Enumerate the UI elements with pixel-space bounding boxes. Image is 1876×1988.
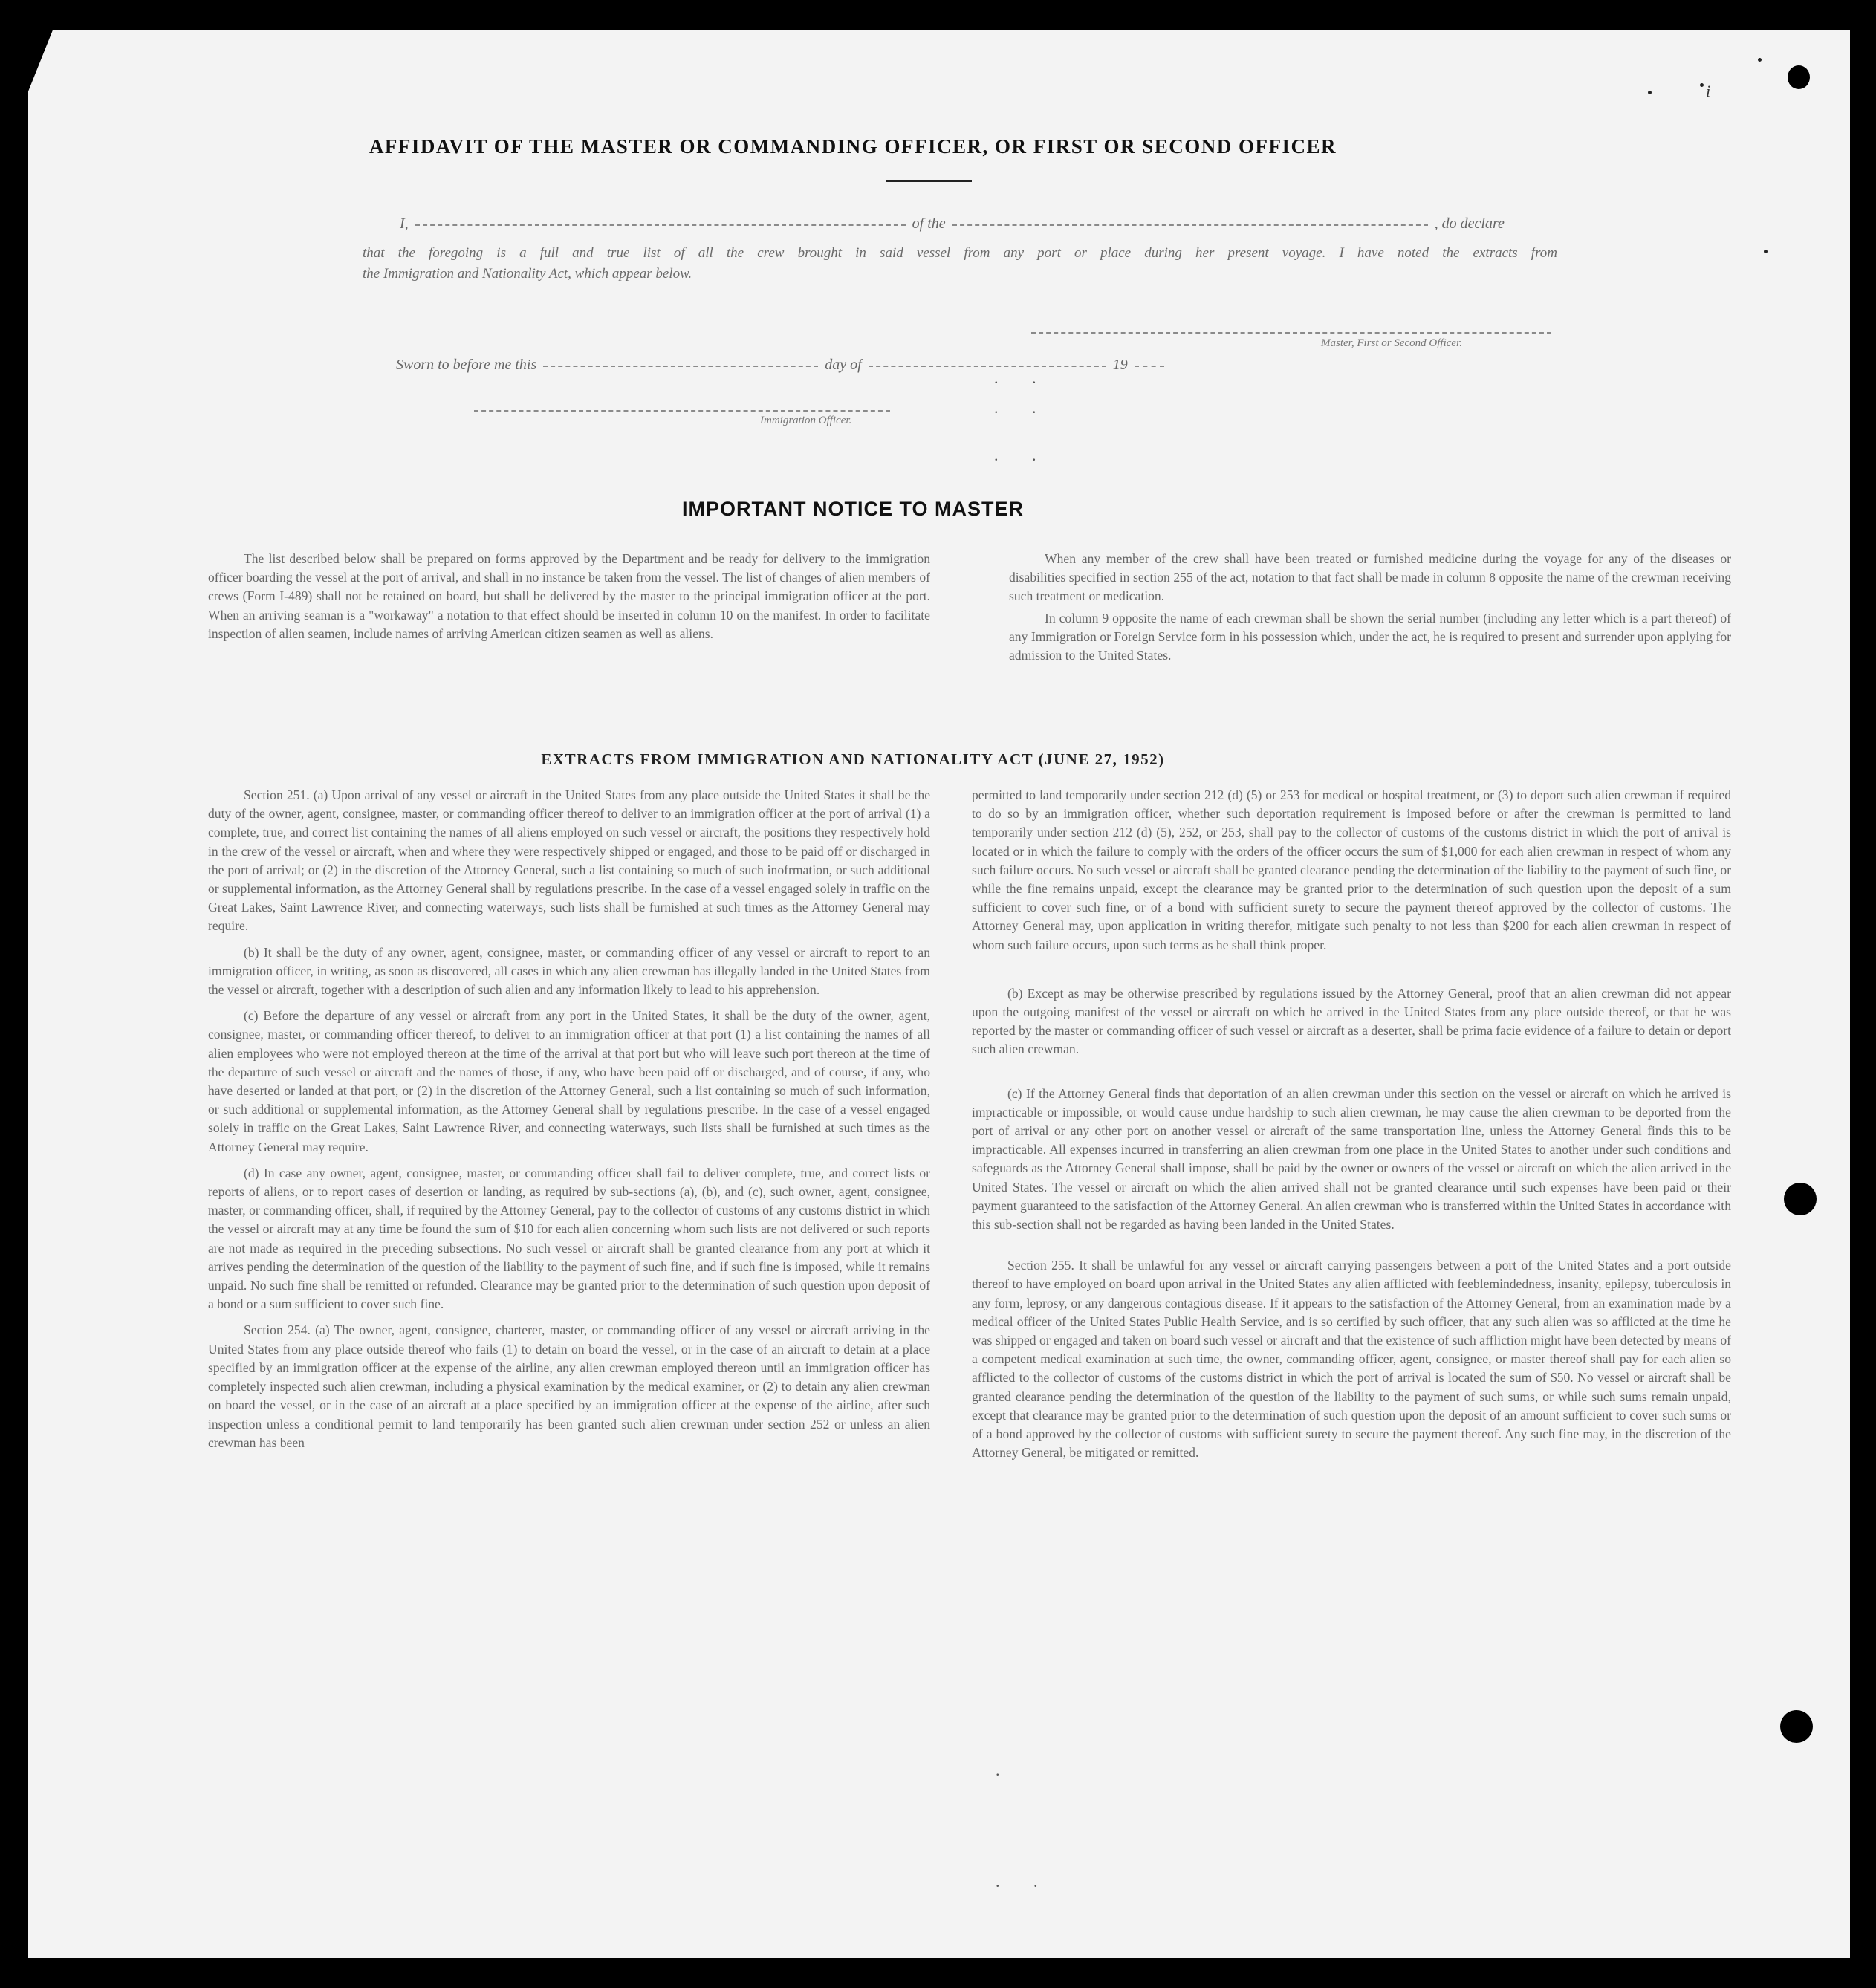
dots: . . xyxy=(994,368,1051,387)
notice-left-column xyxy=(208,550,930,735)
vessel-field[interactable] xyxy=(952,223,1428,226)
document-page xyxy=(28,30,1850,1958)
declarant-line xyxy=(400,215,1505,233)
declaration-text: that the foregoing is a full and true list of all the crew brought in said vessel from any port or place during her present voyage. I have noted the extracts from xyxy=(363,245,1557,261)
dots: . . xyxy=(994,398,1051,417)
dots: . . xyxy=(996,1872,1053,1891)
of-the-label: of the xyxy=(912,215,946,232)
notice-paragraph: In column 9 opposite the name of each crewman shall be shown the serial number (including any letter which is a part thereof) of any Immigration or Foreign Service form in his possession which, under the act, he is required to present and surrender upon applying for admission to the United States. xyxy=(1009,610,1731,663)
day-of-label: day of xyxy=(825,357,862,373)
notice-paragraph: When any member of the crew shall have been treated or furnished medicine during the voyage for any of the diseases or disabilities specified in section 255 of the act, notation to that fact shall be made in column 8 opposite the name of the crewman receiving such treatment or medication. xyxy=(1009,551,1731,604)
punch-hole xyxy=(1780,1710,1813,1743)
extract-paragraph: Section 254. (a) The owner, agent, consignee, charterer, master, or commanding officer of any vessel or aircraft arriving in the United States from any place outside thereof who fails (1) to detain on board the vessel, or in the case of an aircraft to detain at a place specified by an immigration officer at the expense of the airline, any alien crewman employed thereon until an immigration officer has completely inspected such alien crewman, including a physical examination by the medical examiner, or (2) to detain any alien crewman on board the vessel, or in the case of an aircraft at a place specified by an immigration officer at the expense of the airline, after such inspection unless a conditional permit to land temporarily has been granted such alien crewman under section 252 or unless an alien crewman has been xyxy=(208,1322,930,1450)
page-mark: i xyxy=(1706,82,1711,100)
i-label: I, xyxy=(400,215,409,232)
dots: . . xyxy=(994,446,1051,464)
notice-title: IMPORTANT NOTICE TO MASTER xyxy=(682,498,1024,520)
notice-paragraph: The list described below shall be prepared on forms approved by the Department and be ready for delivery to the immigration officer boarding the vessel at the port of arrival, and shall in no instance be taken from the vessel. The list of changes of alien members of crews (Form I-489) shall not be retained on board, but shall be delivered by the master to the principal immigration officer at the port. When an arriving seaman is a "workaway" a notation to that effect should be inserted in column 10 on the manifest. In order to facilitate inspection of alien seamen, include names of arriving American citizen seamen as well as aliens. xyxy=(208,551,930,641)
sworn-label: Sworn to before me this xyxy=(396,357,537,373)
extract-paragraph: (c) If the Attorney General finds that deportation of an alien crewman under this section on the vessel or aircraft on which he arrived is impracticable or impossible, or would cause undue hardship to such alien crewman, he may cause the alien crewman to be deported from the port of arrival or any other port on another vessel or aircraft of the same transportation line, unless the Attorney General finds this to be impracticable. All expenses incurred in transferring an alien crewman from one place in the United States to another under such conditions and safeguards as the Attorney General shall impose, shall be paid by the owner or owners of the vessel or aircraft on which the alien arrived in the United States. The vessel or aircraft on which the alien arrived shall not be granted clearance until such expenses have been paid or their payment guaranteed to the satisfaction of the Attorney General. An alien crewman who is transferred within the United States in accordance with this sub-section shall not be regarded as having been landed in the United States. xyxy=(972,1085,1731,1232)
notice-right-column xyxy=(1009,550,1731,735)
sworn-line xyxy=(396,357,1167,374)
extract-paragraph: (b) Except as may be otherwise prescribed by regulations issued by the Attorney General, proof that an alien crewman did not appear upon the outgoing manifest of the vessel or aircraft on which he arrived in the United States from any place outside thereof, or that he was reported by the master or commanding officer of such vessel or aircraft as a deserter, shall be prima facie evidence of a failure to detain or deport such alien crewman. xyxy=(972,985,1731,1057)
immigration-officer-caption: Immigration Officer. xyxy=(760,415,852,426)
speck xyxy=(1648,91,1652,94)
extract-paragraph: Section 255. It shall be unlawful for any vessel or aircraft carrying passengers between a port of the United States and a port outside thereof to have employed on board upon arrival in the United States any alien afflicted with feeblemindedness, insanity, epilepsy, tuberculosis in any form, leprosy, or any dangerous contagious disease. If it appears to the satisfaction of the Attorney General, from an examination made by a medical officer of the United States Public Health Service, and is so certified by such officer, that any such alien was so afflicted at the time he was shipped or engaged and taken on board such vessel or aircraft and that the existence of such affliction might have been detected by means of a competent medical examination at such time, the owner, commanding officer, agent, consignee, or master thereof shall pay for each alien so afflicted to the collector of customs of the customs district in which the port of arrival is located the sum of $50. No vessel or aircraft shall be granted clearance pending the determination of the question of the liability to the payment of such sums, or while such sums remain unpaid, except that clearance may be granted prior to the determination of such question upon the deposit of an amount sufficient to cover such sums or of a bond approved by the collector of customs with sufficient surety to secure the payment thereof. Any such fine may, in the discretion of the Attorney General, be mitigated or remitted. xyxy=(972,1258,1731,1461)
extract-paragraph: (b) It shall be the duty of any owner, agent, consignee, master, or commanding officer of any vessel or aircraft to report to an immigration officer, in writing, as soon as discovered, all cases in which any alien crewman has illegally landed in the United States from the vessel or aircraft, together with a description of such alien and any information likely to lead to his apprehension. xyxy=(208,944,930,998)
sworn-month-field[interactable] xyxy=(869,364,1106,367)
declaration-text-continued: the Immigration and Nationality Act, which appear below. xyxy=(363,266,692,282)
extract-paragraph: (c) Before the departure of any vessel or aircraft from any port in the United States, it shall be the duty of the owner, agent, consignee, master, or commanding officer thereof, to deliver to an immigration officer at that port (1) a list containing the names of all alien employees who were not employed thereon at the time of the arrival at that port but who will leave such port thereon at the time of the departure of such vessel or aircraft and the names of those, if any, who have been paid off or discharged, and of course, if any, who have deserted or landed at that port, or (2) in the discretion of the Attorney General, such a list containing so much of such information, or such additional or supplemental information, as the Attorney General shall by regulations prescribe. In the case of a vessel engaged solely in traffic on the Great Lakes, Saint Lawrence River, and connecting waterways, such lists shall be furnished at such times as the Attorney General may require. xyxy=(208,1008,930,1154)
extracts-right-column xyxy=(972,786,1731,1744)
sworn-year-field[interactable] xyxy=(1135,364,1164,367)
master-signature-field[interactable] xyxy=(1031,331,1551,334)
title-rule xyxy=(886,180,972,182)
extracts-title: EXTRACTS FROM IMMIGRATION AND NATIONALITY ACT (JUNE 27, 1952) xyxy=(541,750,1165,768)
corner-cut xyxy=(28,30,53,95)
immigration-officer-signature-field[interactable] xyxy=(474,409,890,412)
extract-paragraph: permitted to land temporarily under section 212 (d) (5) or 253 for medical or hospital treatment, or (3) to deport such alien crewman if required to do so by an immigration officer, whether such deportation requirement is imposed before or after the crewman is permitted to land temporarily under section 212 (d) (5), 252, or 253, shall pay to the collector of customs of the customs district in which the port of arrival is located or in which the failure to comply with the orders of the officer occurs the sum of $1,000 for each alien crewman in respect of whom any such failure occurs. No such vessel or aircraft shall be granted clearance pending the determination of the liability to the payment of such fine, or while the fine remains unpaid, except the clearance may be granted prior to the determination of such question upon the deposit of a sum sufficient to cover such fine, or of a bond with sufficient surety to secure the payment thereof approved by the collector of customs. The Attorney General may, upon application in writing therefor, mitigate such penalty to not less than $200 for each alien crewman in respect of whom such failure occurs, upon such terms as he shall think proper. xyxy=(972,787,1731,952)
do-declare-label: , do declare xyxy=(1434,215,1505,232)
sworn-day-field[interactable] xyxy=(543,364,818,367)
punch-hole xyxy=(1784,1183,1817,1215)
extracts-left-column xyxy=(208,786,930,1744)
speck xyxy=(1764,250,1768,253)
name-field[interactable] xyxy=(415,223,906,226)
extract-paragraph: (d) In case any owner, agent, consignee, master, or commanding officer shall fail to deliver complete, true, and correct lists or reports of aliens, or to report cases of desertion or landing, as required by sub-sections (a), (b), and (c), such owner, agent, consignee, master, or commanding officer, shall, if required by the Attorney General, pay to the collector of customs of any customs district in which the vessel or aircraft may at any time be found the sum of $10 for each alien concerning whom such lists are not delivered or such reports are not made as required in the preceding subsections. No such vessel or aircraft shall be granted clearance from any port at which it arrives pending the determination of the question of the liability to the payment of such fine, and if such fine is imposed, while it remains unpaid. No such fine shall be remitted or refunded. Clearance may be granted prior to the determination of such question upon deposit of a bond or a sum sufficient to cover such fine. xyxy=(208,1165,930,1312)
dots: . xyxy=(996,1761,1015,1779)
year-label: 19 xyxy=(1112,357,1128,373)
speck xyxy=(1758,58,1762,62)
ink-blot xyxy=(1788,65,1810,89)
speck xyxy=(1700,83,1704,87)
extract-paragraph: Section 251. (a) Upon arrival of any vessel or aircraft in the United States from any place outside the United States it shall be the duty of the owner, agent, consignee, master, or commanding officer thereof to deliver to an immigration officer at the port of arrival (1) a complete, true, and correct list containing the names of all aliens employed on such vessel or aircraft, the positions they respectively hold in the crew of the vessel or aircraft, when and where they were respectively shipped or engaged, and those to be paid off or discharged in the port of arrival; or (2) in the discretion of the Attorney General, such a list containing so much of such inofrmation, or such additional or supplemental information, as the Attorney General shall by regulations prescribe. In the case of a vessel engaged solely in traffic on the Great Lakes, Saint Lawrence River, and connecting waterways, such lists shall be furnished at such times as the Attorney General may require. xyxy=(208,787,930,934)
affidavit-title: AFFIDAVIT OF THE MASTER OR COMMANDING OFFICER, OR FIRST OR SECOND OFFICER xyxy=(369,135,1337,157)
master-caption: Master, First or Second Officer. xyxy=(1321,337,1462,349)
